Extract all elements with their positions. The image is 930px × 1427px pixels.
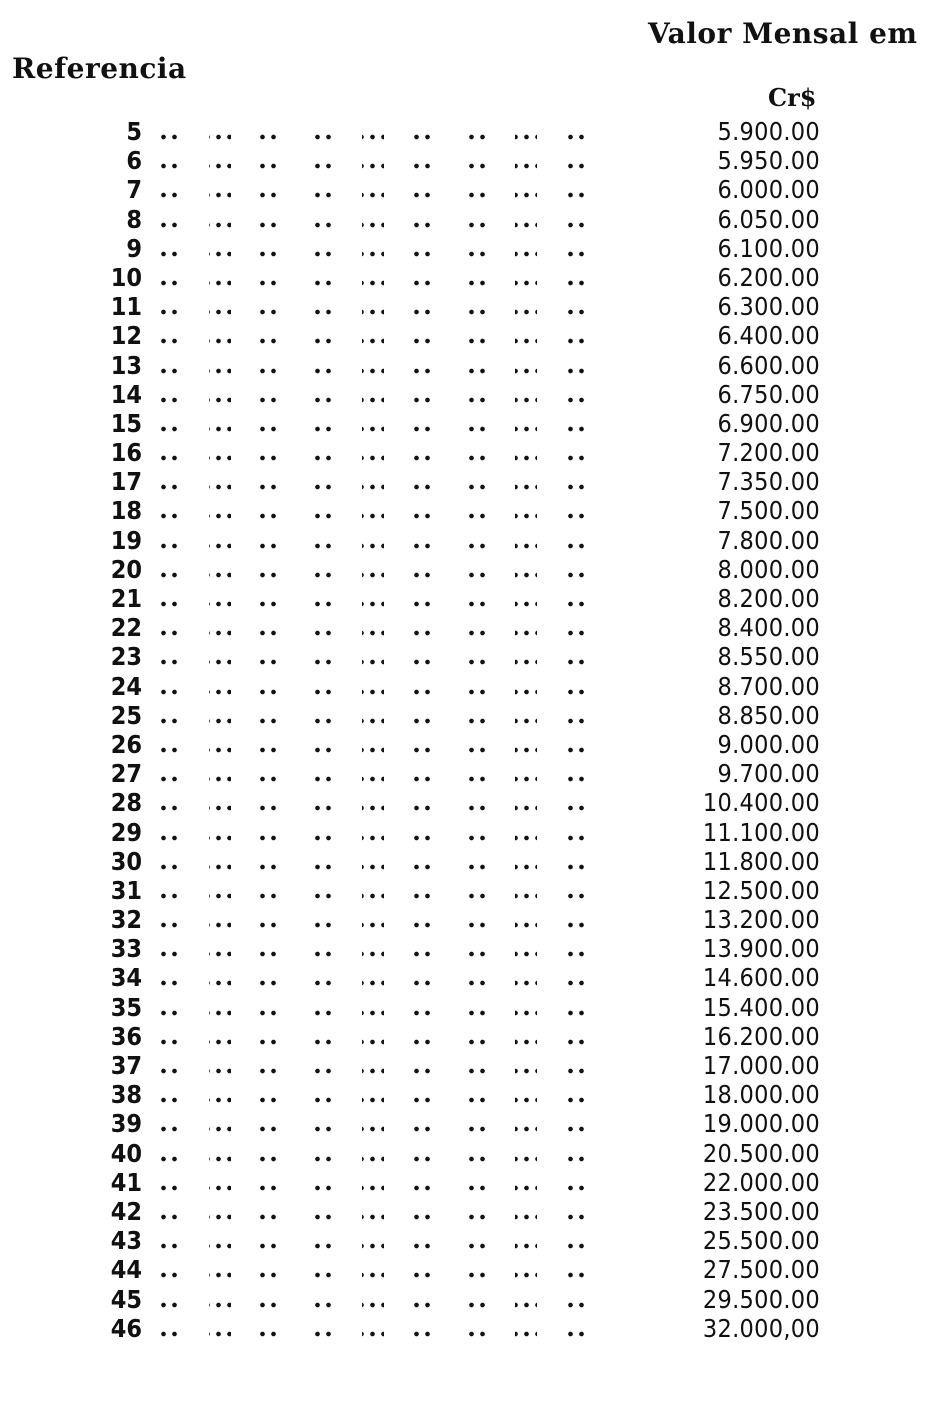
table-row xyxy=(0,1168,930,1197)
dot-leader xyxy=(158,367,613,375)
referencia-cell: 7 xyxy=(126,175,142,205)
valor-cell: 6.900.00 xyxy=(717,408,820,438)
referencia-cell: 14 xyxy=(110,379,142,409)
referencia-cell: 8 xyxy=(126,204,142,234)
valor-cell: 20.500.00 xyxy=(702,1138,820,1168)
valor-cell: 11.800.00 xyxy=(702,846,820,876)
referencia-cell: 28 xyxy=(110,788,142,818)
dot-leader xyxy=(158,250,613,258)
referencia-cell: 18 xyxy=(110,496,142,526)
referencia-cell: 5 xyxy=(126,117,142,146)
referencia-cell: 26 xyxy=(110,729,142,759)
dot-leader xyxy=(158,133,613,141)
valor-cell: 5.900.00 xyxy=(717,117,820,146)
referencia-cell: 10 xyxy=(110,262,142,292)
dot-leader xyxy=(158,571,613,579)
table-row xyxy=(0,1314,930,1343)
valor-cell: 16.200.00 xyxy=(702,1021,820,1051)
dot-leader xyxy=(158,542,613,550)
referencia-cell: 31 xyxy=(110,875,142,905)
valor-cell: 6.750.00 xyxy=(717,379,820,409)
valor-cell: 7.350.00 xyxy=(717,467,820,497)
dot-leader xyxy=(158,308,613,316)
referencia-cell: 44 xyxy=(110,1255,142,1285)
table-row xyxy=(0,905,930,934)
dot-leader xyxy=(158,1038,613,1046)
valor-cell: 6.300.00 xyxy=(717,292,820,322)
valor-mensal-header: Valor Mensal em xyxy=(648,17,918,50)
valor-cell: 6.000.00 xyxy=(717,175,820,205)
dot-leader xyxy=(158,337,613,345)
valor-cell: 19.000.00 xyxy=(702,1109,820,1139)
valor-cell: 14.600.00 xyxy=(702,963,820,993)
valor-cell: 15.400.00 xyxy=(702,992,820,1022)
referencia-cell: 46 xyxy=(110,1313,142,1343)
dot-leader xyxy=(158,658,613,666)
dot-leader xyxy=(158,979,613,987)
valor-cell: 7.800.00 xyxy=(717,525,820,555)
valor-cell: 7.500.00 xyxy=(717,496,820,526)
dot-leader xyxy=(158,950,613,958)
dot-leader xyxy=(158,454,613,462)
table-row xyxy=(0,380,930,409)
referencia-cell: 16 xyxy=(110,438,142,468)
referencia-cell: 40 xyxy=(110,1138,142,1168)
dot-leader xyxy=(158,1096,613,1104)
valor-cell: 32.000,00 xyxy=(702,1313,820,1343)
dot-leader xyxy=(158,162,613,170)
dot-leader xyxy=(158,921,613,929)
valor-cell: 5.950.00 xyxy=(717,146,820,176)
valor-cell: 13.900.00 xyxy=(702,934,820,964)
dot-leader xyxy=(158,775,613,783)
salary-table xyxy=(0,117,930,1343)
valor-cell: 6.200.00 xyxy=(717,262,820,292)
dot-leader xyxy=(158,834,613,842)
valor-cell: 22.000.00 xyxy=(702,1167,820,1197)
referencia-cell: 29 xyxy=(110,817,142,847)
referencia-cell: 34 xyxy=(110,963,142,993)
table-row xyxy=(0,1285,930,1314)
referencia-cell: 24 xyxy=(110,671,142,701)
valor-cell: 6.100.00 xyxy=(717,233,820,263)
table-row xyxy=(0,730,930,759)
valor-cell: 17.000.00 xyxy=(702,1051,820,1080)
referencia-cell: 23 xyxy=(110,642,142,672)
table-row xyxy=(0,1109,930,1138)
dot-leader xyxy=(158,191,613,199)
valor-cell: 8.700.00 xyxy=(717,671,820,701)
table-row xyxy=(0,263,930,292)
dot-leader xyxy=(158,717,613,725)
table-row xyxy=(0,117,930,146)
referencia-cell: 19 xyxy=(110,525,142,555)
dot-leader xyxy=(158,1271,613,1279)
table-row xyxy=(0,234,930,263)
table-row xyxy=(0,584,930,613)
table-row xyxy=(0,526,930,555)
table-row xyxy=(0,1080,930,1109)
table-row xyxy=(0,205,930,234)
referencia-cell: 11 xyxy=(110,292,142,322)
referencia-cell: 15 xyxy=(110,408,142,438)
referencia-cell: 35 xyxy=(110,992,142,1022)
dot-leader xyxy=(158,1301,613,1309)
valor-cell: 27.500.00 xyxy=(702,1255,820,1285)
referencia-cell: 9 xyxy=(126,233,142,263)
table-row xyxy=(0,1255,930,1284)
valor-cell: 8.000.00 xyxy=(717,554,820,584)
table-row xyxy=(0,876,930,905)
referencia-cell: 41 xyxy=(110,1167,142,1197)
dot-leader xyxy=(158,483,613,491)
dot-leader xyxy=(158,1125,613,1133)
referencia-cell: 45 xyxy=(110,1284,142,1314)
valor-cell: 8.200.00 xyxy=(717,584,820,613)
valor-cell: 29.500.00 xyxy=(702,1284,820,1314)
dot-leader xyxy=(158,221,613,229)
referencia-cell: 25 xyxy=(110,700,142,730)
referencia-cell: 20 xyxy=(110,554,142,584)
table-row xyxy=(0,1197,930,1226)
table-row xyxy=(0,934,930,963)
referencia-header: Referencia xyxy=(12,52,187,85)
table-row xyxy=(0,759,930,788)
referencia-cell: 43 xyxy=(110,1226,142,1256)
referencia-cell: 30 xyxy=(110,846,142,876)
referencia-cell: 22 xyxy=(110,613,142,643)
dot-leader xyxy=(158,629,613,637)
dot-leader xyxy=(158,863,613,871)
table-row xyxy=(0,1051,930,1080)
table-row xyxy=(0,438,930,467)
dot-leader xyxy=(158,1009,613,1017)
table-row xyxy=(0,788,930,817)
valor-cell: 23.500.00 xyxy=(702,1196,820,1226)
valor-cell: 6.600.00 xyxy=(717,350,820,380)
referencia-cell: 17 xyxy=(110,467,142,497)
table-row xyxy=(0,642,930,671)
valor-cell: 25.500.00 xyxy=(702,1226,820,1256)
valor-cell: 7.200.00 xyxy=(717,438,820,468)
table-row xyxy=(0,555,930,584)
dot-leader xyxy=(158,1155,613,1163)
referencia-cell: 12 xyxy=(110,321,142,351)
referencia-cell: 13 xyxy=(110,350,142,380)
dot-leader xyxy=(158,804,613,812)
table-row xyxy=(0,818,930,847)
referencia-cell: 21 xyxy=(110,584,142,613)
table-row xyxy=(0,146,930,175)
table-row xyxy=(0,1139,930,1168)
dot-leader xyxy=(158,425,613,433)
valor-cell: 12.500.00 xyxy=(702,875,820,905)
referencia-cell: 6 xyxy=(126,146,142,176)
table-row xyxy=(0,1022,930,1051)
dot-leader xyxy=(158,892,613,900)
table-row xyxy=(0,847,930,876)
valor-cell: 8.400.00 xyxy=(717,613,820,643)
referencia-cell: 27 xyxy=(110,759,142,789)
referencia-cell: 39 xyxy=(110,1109,142,1139)
dot-leader xyxy=(158,512,613,520)
table-row xyxy=(0,409,930,438)
valor-cell: 11.100.00 xyxy=(702,817,820,847)
table-row xyxy=(0,672,930,701)
dot-leader xyxy=(158,1067,613,1075)
table-row xyxy=(0,1226,930,1255)
table-row xyxy=(0,175,930,204)
referencia-cell: 37 xyxy=(110,1051,142,1080)
referencia-cell: 36 xyxy=(110,1021,142,1051)
dot-leader xyxy=(158,1213,613,1221)
dot-leader xyxy=(158,1242,613,1250)
valor-cell: 10.400.00 xyxy=(702,788,820,818)
table-row xyxy=(0,993,930,1022)
valor-cell: 8.550.00 xyxy=(717,642,820,672)
valor-cell: 9.700.00 xyxy=(717,759,820,789)
dot-leader xyxy=(158,746,613,754)
dot-leader xyxy=(158,600,613,608)
valor-cell: 9.000.00 xyxy=(717,729,820,759)
table-row xyxy=(0,701,930,730)
valor-cell: 6.400.00 xyxy=(717,321,820,351)
table-row xyxy=(0,467,930,496)
referencia-cell: 32 xyxy=(110,905,142,935)
referencia-cell: 42 xyxy=(110,1196,142,1226)
valor-cell: 6.050.00 xyxy=(717,204,820,234)
table-row xyxy=(0,292,930,321)
table-row xyxy=(0,321,930,350)
currency-header: Cr$ xyxy=(768,83,817,112)
valor-cell: 8.850.00 xyxy=(717,700,820,730)
table-row xyxy=(0,496,930,525)
table-row xyxy=(0,613,930,642)
referencia-cell: 33 xyxy=(110,934,142,964)
dot-leader xyxy=(158,1184,613,1192)
referencia-cell: 38 xyxy=(110,1080,142,1110)
table-row xyxy=(0,963,930,992)
dot-leader xyxy=(158,688,613,696)
dot-leader xyxy=(158,1330,613,1338)
table-row xyxy=(0,351,930,380)
valor-cell: 18.000.00 xyxy=(702,1080,820,1110)
dot-leader xyxy=(158,279,613,287)
dot-leader xyxy=(158,396,613,404)
valor-cell: 13.200.00 xyxy=(702,905,820,935)
